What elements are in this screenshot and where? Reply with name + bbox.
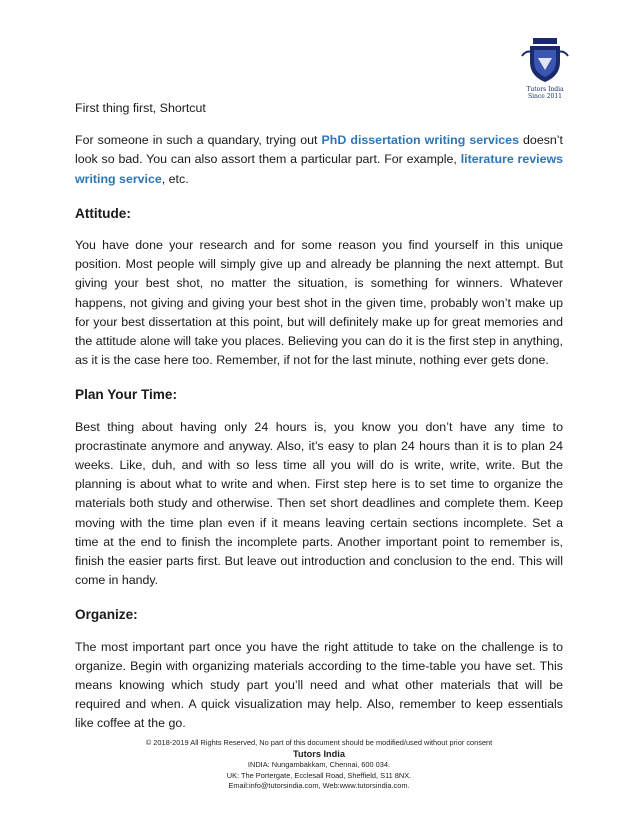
heading-plan-your-time: Plan Your Time:: [75, 387, 177, 403]
page-footer: [0, 738, 638, 792]
heading-attitude: Attitude:: [75, 205, 131, 221]
footer-brand: Tutors India: [293, 749, 345, 759]
footer-address-india: INDIA: Nungambakkam, Chennai, 600 034.: [247, 760, 391, 769]
paragraph-organize: The most important part once you have the right attitude to take on the challenge is to organize. Begin with organizing materials according to the time-table you have set. This means knowing which study part you’ll need and what other materials that will be required and when. A quick visualization may help. Also, remember to keep essentials like coffee at the go.: [75, 639, 563, 731]
footer-contact[interactable]: Email:info@tutorsindia.com, Web:www.tutorsindia.com.: [228, 781, 410, 790]
literature-review-link[interactable]: literature reviews writing service: [75, 152, 564, 186]
phd-dissertation-link[interactable]: PhD dissertation writing services: [321, 133, 519, 148]
intro-paragraph: [75, 131, 563, 189]
logo-caption: [512, 86, 578, 100]
intro-title: First thing first, Shortcut: [75, 101, 206, 115]
footer-address-uk: UK: The Portergate, Ecclesall Road, Sheffield, S11 8NX.: [226, 770, 412, 780]
heading-organize: Organize:: [75, 607, 138, 623]
intro-text-a: For someone in such a quandary, trying out: [75, 133, 322, 148]
logo-tagline: Since 2011: [528, 93, 562, 100]
intro-text-c: , etc.: [161, 171, 189, 186]
intro-text-b: doesn’t look so bad. You can also assort them a particular part. For example,: [75, 133, 563, 167]
paragraph-plan-your-time: Best thing about having only 24 hours is, you know you don’t have any time to procrastinate anymore and anyway. Also, it’s easy to plan 24 hours than it is to plan 24 weeks. Like, duh, and with so less time all you will do is write, write, write. But the planning is about what to write and when. First step here is to set time to organize the materials both study and otherwise. Then set short deadlines and complete them. Keep moving with the time plan even if it means leaving certain sections incomplete. Set a time at the end to finish the incomplete parts. Another important point to remember is, finish the easier parts first. But leave out introduction and conclusion to the end. This will come in handy.: [75, 419, 563, 588]
copyright-notice: © 2018-2019 All Rights Reserved, No part of this document should be modified/used without prior consent: [145, 738, 493, 747]
document-body: [75, 99, 563, 734]
tutors-india-crest-icon: [520, 36, 570, 84]
paragraph-attitude: You have done your research and for some reason you find yourself in this unique position. Most people will simply give up and already be planning the next attempt. But giving your best shot, no matter the situation, is something for winners. Whatever happens, not giving and giving your best shot in the given time, probably won’t make up for your best dissertation at this point, but will definitely make up for great memories and the attitude alone will take you places. Believing you can do it is the first step in anything, as it is the case here too. Remember, if not for the last minute, nothing ever gets done.: [75, 238, 563, 368]
logo-name: Tutors India: [526, 86, 564, 93]
